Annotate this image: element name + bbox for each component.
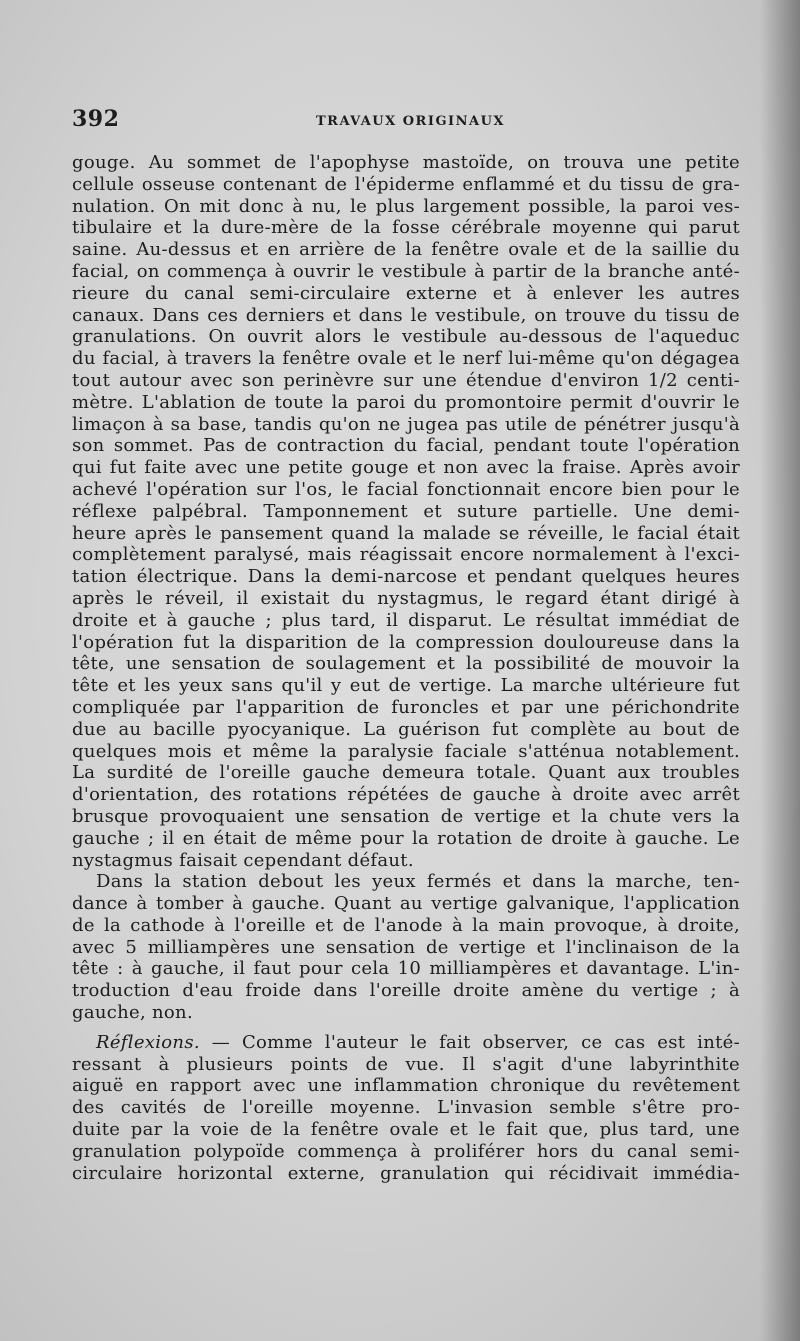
body-text [72, 152, 740, 1184]
text-line: rieure du canal semi-circulaire externe et à enlever les autres [72, 282, 740, 304]
text-line: aiguë en rapport avec une inflammation chronique du revêtement [72, 1075, 740, 1097]
text-line: tibulaire et la dure-mère de la fosse cérébrale moyenne qui parut [72, 217, 740, 239]
text-line: ressant à plusieurs points de vue. Il s'agit d'une labyrinthite [72, 1053, 740, 1075]
text-line: nystagmus faisait cependant défaut. [72, 849, 414, 871]
text-line: circulaire horizontal externe, granulation qui récidivait immédia- [72, 1162, 740, 1184]
text-line: tout autour avec son perinèvre sur une étendue d'environ 1/2 centi- [72, 369, 740, 391]
text-line: cellule osseuse contenant de l'épiderme enflammé et du tissu de gra- [72, 173, 740, 195]
text-line: dance à tomber à gauche. Quant au vertige galvanique, l'application [72, 893, 740, 915]
text-line: due au bacille pyocyanique. La guérison fut complète au bout de [72, 718, 740, 740]
text-line: gauche ; il en était de même pour la rotation de droite à gauche. Le [72, 827, 740, 849]
paragraph-case-report [72, 152, 740, 871]
text-line: granulation polypoïde commença à proliférer hors du canal semi- [72, 1140, 740, 1162]
text-line: duite par la voie de la fenêtre ovale et le fait que, plus tard, une [72, 1119, 740, 1141]
text-line: brusque provoquaient une sensation de vertige et la chute vers la [72, 805, 740, 827]
text-line: droite et à gauche ; plus tard, il disparut. Le résultat immédiat de [72, 609, 740, 631]
text-line: avec 5 milliampères une sensation de vertige et l'inclinaison de la [72, 936, 740, 958]
text-line: La surdité de l'oreille gauche demeura totale. Quant aux troubles [72, 762, 740, 784]
text-line: d'orientation, des rotations répétées de gauche à droite avec arrêt [72, 784, 740, 806]
text-line: quelques mois et même la paralysie faciale s'atténua notablement. [72, 740, 740, 762]
text-line: son sommet. Pas de contraction du facial, pendant toute l'opération [72, 435, 740, 457]
text-line: canaux. Dans ces derniers et dans le vestibule, on trouve du tissu de [72, 304, 740, 326]
text-line: réflexe palpébral. Tamponnement et suture partielle. Une demi- [72, 500, 740, 522]
text-line: du facial, à travers la fenêtre ovale et le nerf lui-même qu'on dégagea [72, 348, 740, 370]
text-line: heure après le pansement quand la malade se réveille, le facial était [72, 522, 740, 544]
running-head [72, 106, 740, 140]
reflexions-first-line: — Comme l'auteur le fait observer, ce cas est inté- [199, 1031, 740, 1053]
reflexions-heading: Réflexions. [96, 1031, 200, 1053]
text-line: complètement paralysé, mais réagissait encore normalement à l'exci- [72, 544, 740, 566]
text-line [72, 1032, 740, 1054]
text-line: troduction d'eau froide dans l'oreille droite amène du vertige ; à [72, 980, 740, 1002]
text-line: saine. Au-dessus et en arrière de la fenêtre ovale et de la saillie du [72, 239, 740, 261]
journal-title: TRAVAUX ORIGINAUX [316, 114, 506, 129]
text-line: tation électrique. Dans la demi-narcose et pendant quelques heures [72, 566, 740, 588]
text-line: qui fut faite avec une petite gouge et non avec la fraise. Après avoir [72, 457, 740, 479]
text-line: tête : à gauche, il faut pour cela 10 milliampères et davantage. L'in- [72, 958, 740, 980]
text-line: mètre. L'ablation de toute la paroi du promontoire permit d'ouvrir le [72, 391, 740, 413]
text-line: gauche, non. [72, 1002, 193, 1024]
page-number: 392 [72, 106, 120, 132]
text-line: l'opération fut la disparition de la compression douloureuse dans la [72, 631, 740, 653]
text-line: limaçon à sa base, tandis qu'on ne jugea pas utile de pénétrer jusqu'à [72, 413, 740, 435]
paragraph-reflexions [72, 1032, 740, 1185]
text-line: Dans la station debout les yeux fermés et dans la marche, ten- [96, 871, 740, 893]
text-line: après le réveil, il existait du nystagmus, le regard étant dirigé à [72, 587, 740, 609]
text-line: compliquée par l'apparition de furoncles et par une périchondrite [72, 696, 740, 718]
text-line: tête et les yeux sans qu'il y eut de vertige. La marche ultérieure fut [72, 675, 740, 697]
paragraph-spacer [72, 1024, 740, 1032]
text-line: achevé l'opération sur l'os, le facial fonctionnait encore bien pour le [72, 478, 740, 500]
text-line: nulation. On mit donc à nu, le plus largement possible, la paroi ves- [72, 195, 740, 217]
text-line: granulations. On ouvrit alors le vestibule au-dessous de l'aqueduc [72, 326, 740, 348]
text-line: tête, une sensation de soulagement et la possibilité de mouvoir la [72, 653, 740, 675]
text-line: des cavités de l'oreille moyenne. L'invasion semble s'être pro- [72, 1097, 740, 1119]
text-line: facial, on commença à ouvrir le vestibule à partir de la branche anté- [72, 260, 740, 282]
text-line: gouge. Au sommet de l'apophyse mastoïde, on trouva une petite [72, 152, 740, 173]
text-line: de la cathode à l'oreille et de l'anode à la main provoque, à droite, [72, 914, 740, 936]
paragraph-equilibrium [72, 871, 740, 1024]
